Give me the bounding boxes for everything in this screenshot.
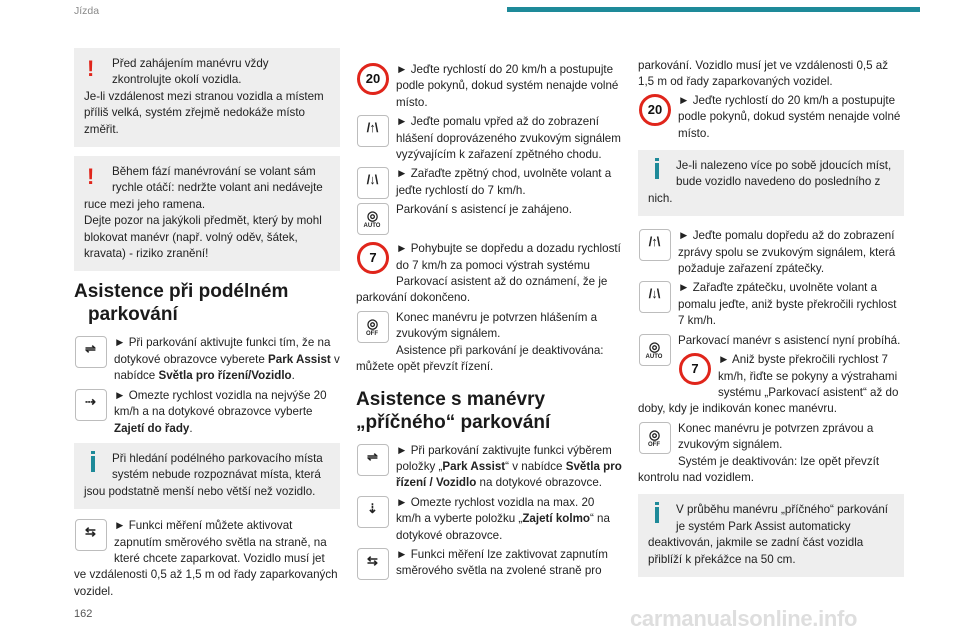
instruction-step: 20 ► Jeďte rychlostí do 20 km/h a postupujte podle pokynů, dokud systém nenajde volné místo. (356, 62, 622, 111)
speed-limit-7-icon: 7 (678, 352, 712, 386)
reverse-arrow-icon: /↓\ (356, 166, 390, 200)
info-note (638, 150, 904, 216)
speed-limit-20-icon: 20 (638, 93, 672, 127)
section-title: Asistence při podélném parkování (74, 281, 289, 326)
instruction-step: ⇆ ► Funkci měření lze zaktivovat zapnutím směrového světla na zvolené straně pro (356, 547, 622, 583)
instruction-step: ◎ OFF Konec manévru je potvrzen hlášením a zvukovým signálem. Asistence při parkování je deaktivována: můžete opět převzít řízení. (356, 310, 604, 374)
parallel-parking-icon: ⇢ (74, 388, 108, 422)
warning-note (74, 156, 340, 271)
info-note (74, 443, 340, 509)
note-text: Během fází manévrování se volant sám rychle otáčí: nedržte volant ani nedávejte ruce mezi jeho ramena. (84, 165, 323, 211)
info-note (638, 494, 904, 577)
instruction-step: 7 ► Pohybujte se dopředu a dozadu rychlostí do 7 km/h za pomoci výstrah systému Parkovací asistent až do oznámení, že je parkování dokončeno. (356, 242, 621, 305)
forward-arrow-icon: /↑\ (356, 114, 390, 148)
column-3 (638, 58, 904, 586)
info-icon (648, 504, 676, 524)
note-text: Dejte pozor na jakýkoli předmět, který by mohl blokovat manévr (např. volný oděv, šátek, kravata) - riziko zranění! (84, 214, 322, 261)
steering-off-icon: ◎ OFF (638, 421, 672, 455)
speed-limit-20-icon: 20 (356, 62, 390, 96)
instruction-step: ◎ AUTO Parkovací manévr s asistencí nyní probíhá. (638, 333, 904, 349)
info-icon (84, 453, 112, 473)
instruction-step: ◎ OFF Konec manévru je potvrzen zprávou a zvukovým signálem. Systém je deaktivován: lze opět převzít kontrolu nad vozidlem. (638, 421, 880, 484)
instruction-step: /↑\ ► Jeďte pomalu vpřed až do zobrazení hlášení doprovázeného zvukovým signálem vyzývajícím k zařazení zpětného chodu. (356, 114, 622, 163)
section-header: Jízda (74, 5, 100, 17)
instruction-step: /↑\ ► Jeďte pomalu dopředu až do zobrazení zprávy spolu se zvukovým signálem, která požaduje zařazení zpátečky. (638, 228, 904, 277)
instruction-step: 7 ► Aniž byste překročili rychlost 7 km/h, řiďte se pokyny a výstrahami systému „Parkovací asistent“ až do doby, kdy je indikován konec manévru. (638, 353, 899, 416)
forward-arrow-icon: /↑\ (638, 228, 672, 262)
instruction-step: ⇢ ► Omezte rychlost vozidla na nejvýše 20 km/h a na dotykové obrazovce vyberte Zajetí do řady. (74, 388, 340, 437)
instruction-step: ⇌ ► Při parkování zaktivujte funkci výběrem položky „Park Assist“ v nabídce Světla pro řízení / Vozidlo na dotykové obrazovce. (356, 443, 622, 492)
note-text: Je-li nalezeno více po sobě jdoucích míst, bude vozidlo navedeno do posledního z nich. (648, 159, 892, 205)
instruction-step: 20 ► Jeďte rychlostí do 20 km/h a postupujte podle pokynů, dokud systém nenajde volné místo. (638, 93, 904, 142)
note-text: Před zahájením manévru vždy (112, 57, 269, 70)
perpendicular-parking-icon: ⇣ (356, 495, 390, 529)
page-number: 162 (74, 608, 93, 620)
instruction-step: /↓\ ► Zařaďte zpátečku, uvolněte volant a pomalu jeďte, aniž byste překročili rychlost 7 km/h. (638, 280, 904, 329)
warning-icon: ! (87, 56, 95, 81)
note-text: zkontrolujte okolí vozidla. (112, 73, 242, 87)
instruction-step: /↓\ ► Zařaďte zpětný chod, uvolněte volant a jeďte rychlostí do 7 km/h. (356, 166, 622, 199)
header-accent-bar (507, 7, 920, 12)
steering-auto-icon: ◎ AUTO (356, 202, 390, 236)
car-menu-icon: ⇌ (356, 443, 390, 477)
speed-limit-7-icon: 7 (356, 241, 390, 275)
note-text: Při hledání podélného parkovacího místa systém nebude rozpoznávat místa, která jsou podstatně menší nebo větší než vozidlo. (84, 451, 323, 498)
column-1 (74, 48, 340, 603)
instruction-step: ⇣ ► Omezte rychlost vozidla na max. 20 km/h a vyberte položku „Zajetí kolmo“ na dotykové obrazovce. (356, 495, 622, 544)
steering-auto-icon: ◎ AUTO (638, 333, 672, 367)
reverse-arrow-icon: /↓\ (638, 280, 672, 314)
instruction-step: ⇌ ► Při parkování aktivujte funkci tím, že na dotykové obrazovce vyberete Park Assist v nabídce Světla pro řízení/Vozidlo. (74, 335, 340, 384)
warning-icon: ! (87, 164, 95, 190)
watermark: carmanualsonline.info (630, 606, 858, 631)
instruction-step: ◎ AUTO Parkování s asistencí je zahájeno. (356, 202, 622, 238)
section-title: Asistence s manévry „příčného“ parkování (356, 388, 551, 433)
note-text: Je-li vzdálenost mezi stranou vozidla a místem příliš velká, systém zřejmě nedokáže místo změřit. (84, 89, 324, 136)
car-menu-icon: ⇌ (74, 335, 108, 369)
turn-signal-icon: ⇆ (356, 547, 390, 581)
warning-note (74, 48, 340, 147)
instruction-step: ⇆ ► Funkci měření můžete aktivovat zapnutím směrového světla na straně, na které chcete zaparkovat. Vozidlo musí jet ve vzdálenosti 0,5 až 1,5 m od řady zaparkovaných vozidel. (74, 519, 338, 598)
column-2 (356, 62, 622, 586)
turn-signal-icon: ⇆ (74, 518, 108, 552)
note-text: V průběhu manévru „příčného“ parkování je systém Park Assist automaticky deaktivován, jakmile se zadní část vozidla přiblíží k překážce na 50 cm. (648, 503, 889, 566)
paragraph: parkování. Vozidlo musí jet ve vzdálenosti 0,5 až 1,5 m od řady zaparkovaných vozidel. (638, 59, 889, 89)
steering-off-icon: ◎ OFF (356, 310, 390, 344)
info-icon (648, 160, 676, 180)
